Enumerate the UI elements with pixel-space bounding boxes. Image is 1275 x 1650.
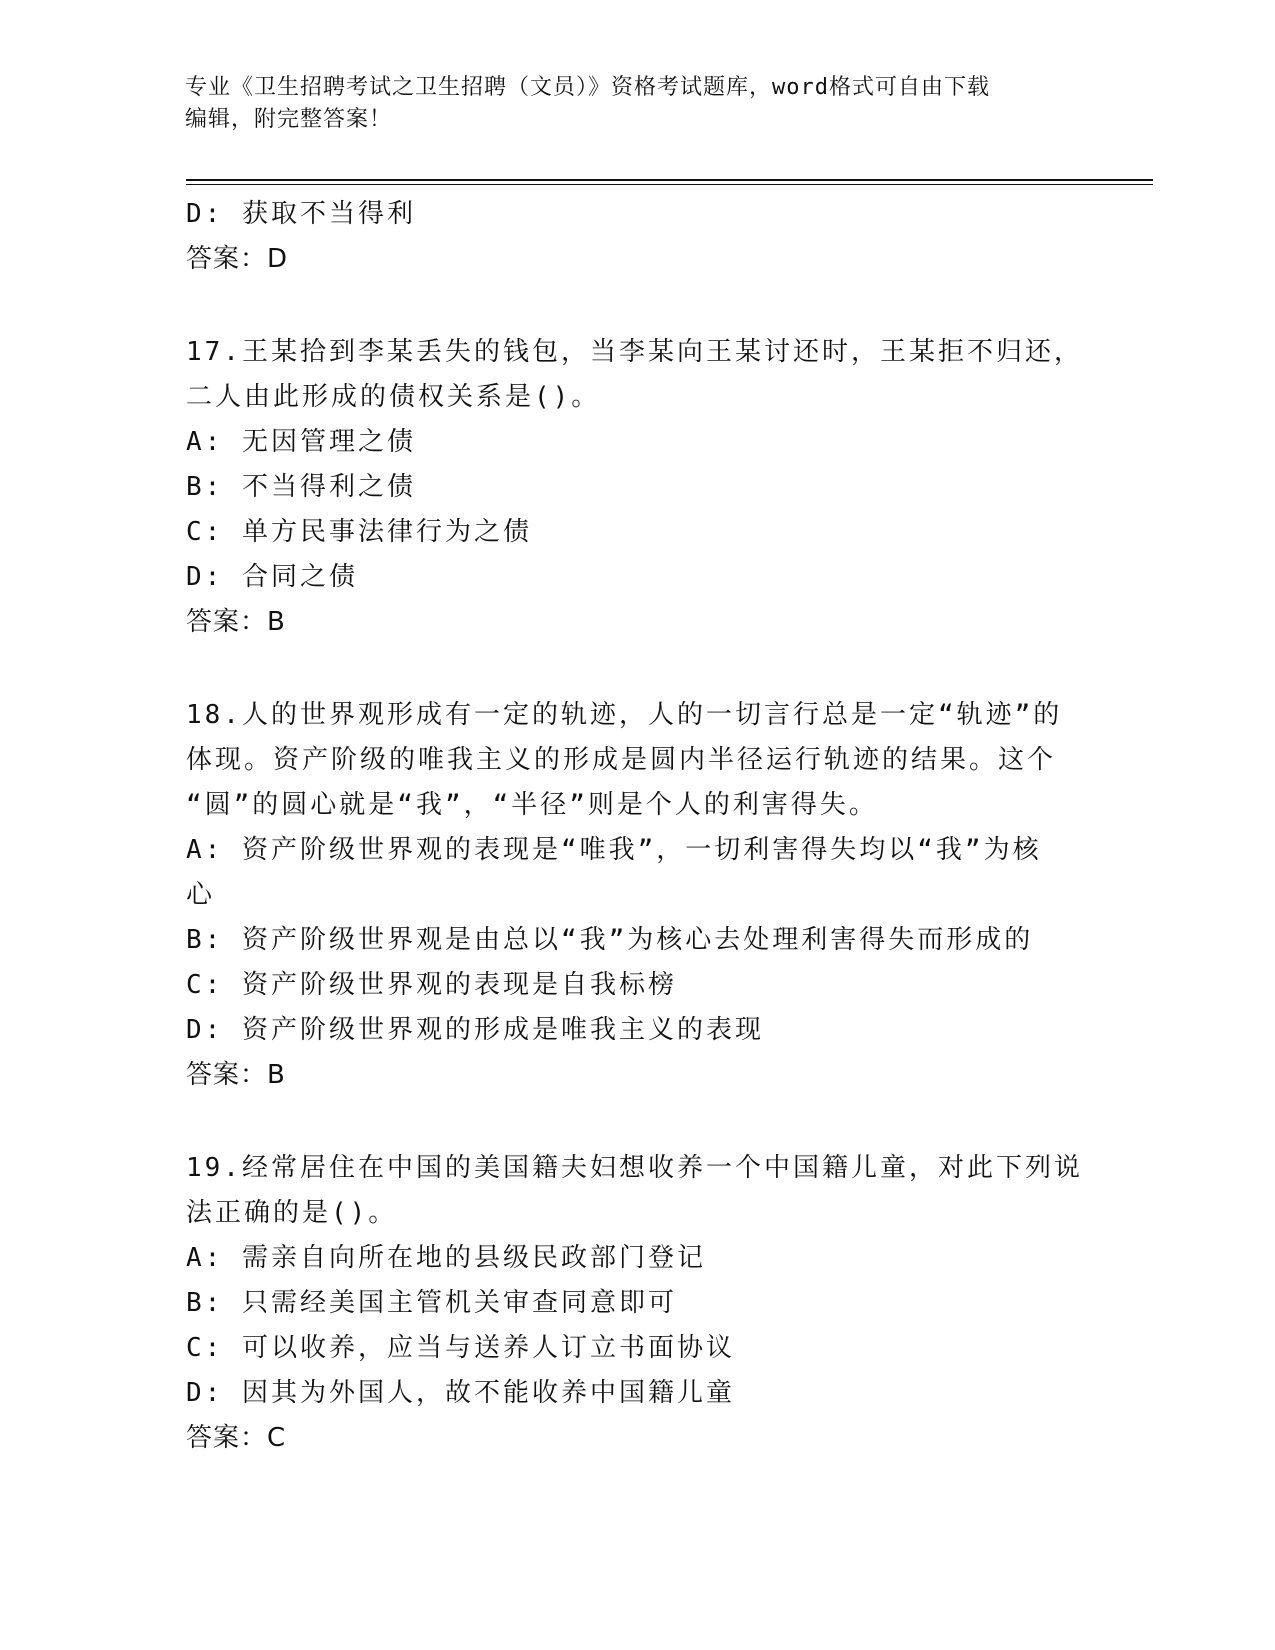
question-stem: 18.人的世界观形成有一定的轨迹，人的一切言行总是一定“轨迹”的 [186, 700, 1063, 730]
header-line-1: 专业《卫生招聘考试之卫生招聘（文员）》资格考试题库，word格式可自由下载 [185, 75, 990, 100]
question-stem: 19.经常居住在中国的美国籍夫妇想收养一个中国籍儿童，对此下列说 [186, 1153, 1083, 1183]
option-a: A: 资产阶级世界观的表现是“唯我”，一切利害得失均以“我”为核 [186, 835, 1042, 865]
header-divider [186, 179, 1153, 185]
question-stem: 体现。资产阶级的唯我主义的形成是圆内半径运行轨迹的结果。这个 [186, 745, 1057, 775]
option-d: D: 合同之债 [186, 562, 358, 592]
answer-label: 答案：B [186, 1060, 286, 1090]
option-c: C: 可以收养，应当与送养人订立书面协议 [186, 1333, 735, 1363]
option-b: B: 不当得利之债 [186, 472, 416, 502]
question-stem: 法正确的是()。 [186, 1198, 398, 1228]
option-c: C: 资产阶级世界观的表现是自我标榜 [186, 970, 677, 1000]
option-d: D: 因其为外国人，故不能收养中国籍儿童 [186, 1378, 735, 1408]
option-d: D: 获取不当得利 [186, 199, 416, 229]
question-19 [186, 1146, 1086, 1461]
option-a-continued: 心 [186, 880, 216, 910]
spacer [186, 1098, 1086, 1146]
option-d: D: 资产阶级世界观的形成是唯我主义的表现 [186, 1015, 764, 1045]
question-stem: 17.王某拾到李某丢失的钱包，当李某向王某讨还时，王某拒不归还， [186, 337, 1083, 367]
question-16-tail [186, 192, 1086, 282]
answer-label: 答案：D [186, 244, 289, 274]
question-list [186, 192, 1086, 1461]
question-stem: “圆”的圆心就是“我”，“半径”则是个人的利害得失。 [186, 790, 878, 820]
page-header [185, 72, 1065, 136]
option-a: A: 需亲自向所在地的县级民政部门登记 [186, 1243, 706, 1273]
answer-label: 答案：B [186, 607, 286, 637]
answer-label: 答案：C [186, 1423, 287, 1453]
question-18 [186, 693, 1086, 1098]
option-b: B: 资产阶级世界观是由总以“我”为核心去处理利害得失而形成的 [186, 925, 1034, 955]
header-line-2: 编辑，附完整答案！ [185, 107, 393, 132]
spacer [186, 282, 1086, 330]
option-a: A: 无因管理之债 [186, 427, 416, 457]
question-stem: 二人由此形成的债权关系是()。 [186, 382, 601, 412]
spacer [186, 645, 1086, 693]
option-c: C: 单方民事法律行为之债 [186, 517, 532, 547]
option-b: B: 只需经美国主管机关审查同意即可 [186, 1288, 677, 1318]
question-17 [186, 330, 1086, 645]
